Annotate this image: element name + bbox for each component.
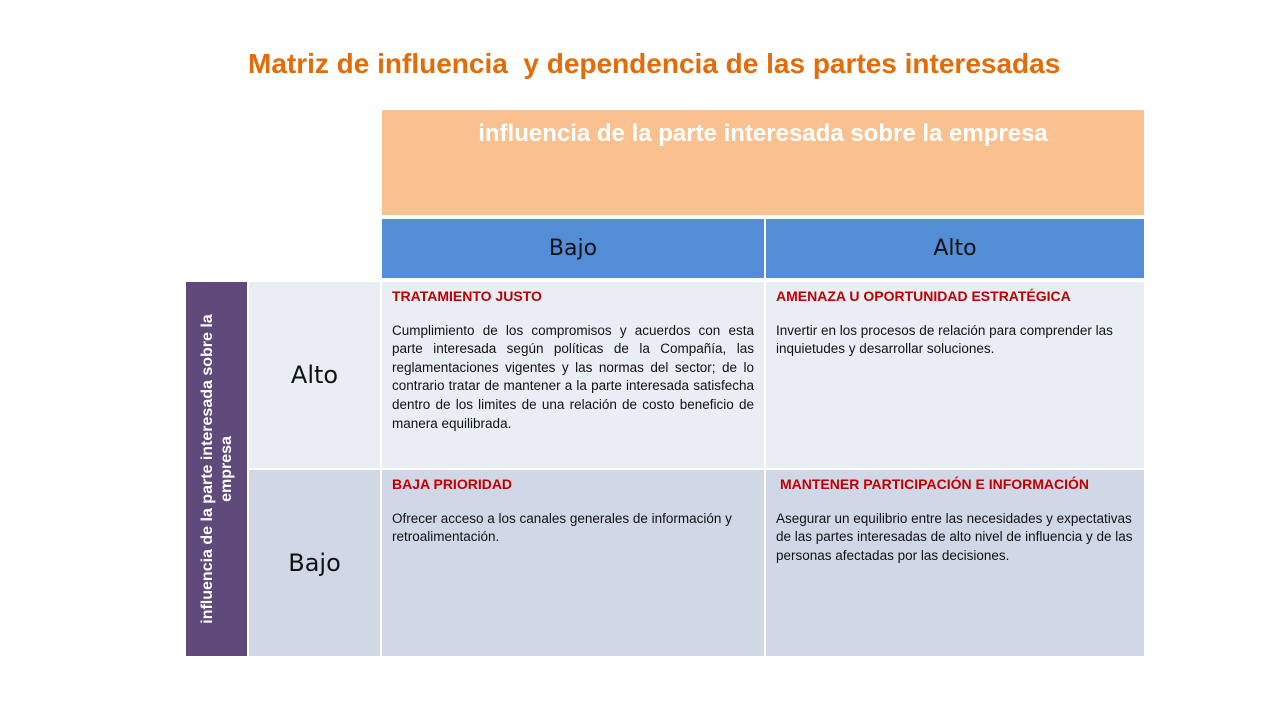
matrix-cell-bajo-bajo bbox=[382, 470, 764, 656]
row-axis-header bbox=[186, 282, 247, 656]
cell-title: BAJA PRIORIDAD bbox=[392, 476, 513, 492]
column-axis-header-text: influencia de la parte interesada sobre la empresa bbox=[478, 120, 1048, 147]
cell-text: Cumplimiento de los compromisos y acuerdos con esta parte interesada según políticas de la Compañía, las reglamentaciones vigentes y las normas del sector; de lo contrario tratar de mantener a la parte interesada satisfecha dentro de los limites de una relación de costo beneficio de manera equilibrada. bbox=[392, 322, 754, 431]
cell-text: Asegurar un equilibrio entre las necesidades y expectativas de las partes interesadas de alto nivel de influencia y de las personas afectadas por las decisiones. bbox=[776, 510, 1133, 563]
matrix-cell-alto-alto bbox=[766, 282, 1144, 468]
matrix-cell-bajo-alto bbox=[766, 470, 1144, 656]
row-axis-header-text: influencia de la parte interesada sobre la empresa bbox=[198, 314, 235, 624]
cell-text: Invertir en los procesos de relación para comprender las inquietudes y desarrollar soluciones. bbox=[776, 322, 1113, 357]
column-axis-header bbox=[382, 110, 1144, 215]
page-title: Matriz de influencia y dependencia de las partes interesadas bbox=[248, 48, 1061, 79]
cell-title: TRATAMIENTO JUSTO bbox=[392, 288, 542, 304]
row-header-alto: Alto bbox=[249, 282, 380, 468]
matrix-cell-alto-bajo bbox=[382, 282, 764, 468]
cell-title: AMENAZA U OPORTUNIDAD ESTRATÉGICA bbox=[776, 288, 1071, 304]
cell-text: Ofrecer acceso a los canales generales de información y retroalimentación. bbox=[392, 510, 732, 545]
column-header-bajo: Bajo bbox=[382, 219, 764, 278]
row-header-bajo: Bajo bbox=[249, 470, 380, 656]
column-header-alto: Alto bbox=[766, 219, 1144, 278]
cell-title: MANTENER PARTICIPACIÓN E INFORMACIÓN bbox=[780, 476, 1090, 492]
